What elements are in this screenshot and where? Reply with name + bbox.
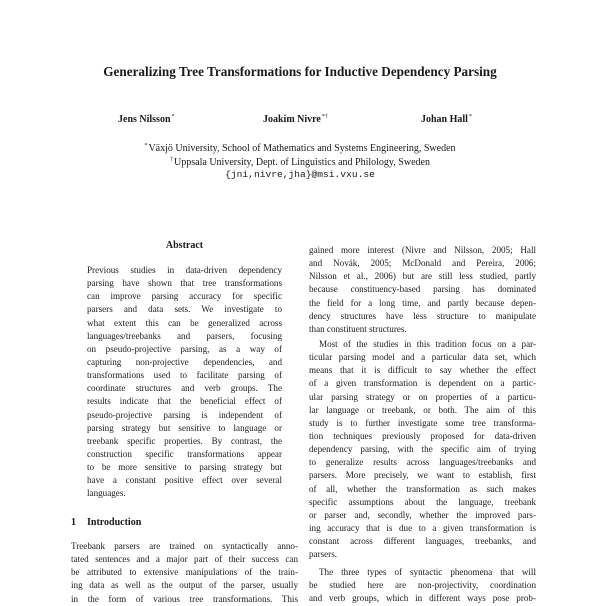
- abstract-line: languages.: [87, 488, 126, 499]
- section-heading-introduction: [71, 517, 141, 528]
- introduction-line: tated sentences and a major part of their success can: [71, 554, 298, 565]
- affiliation-2-text: Uppsala University, Dept. of Linguistics and Philology, Sweden: [174, 157, 430, 168]
- abstract-line: coordinate structures and verb groups. The: [87, 383, 282, 394]
- abstract-line: can improve parsing accuracy for specific: [87, 291, 282, 302]
- right-paragraph-2-line: ular parsing strategy or on properties of a particu-: [309, 391, 536, 402]
- right-paragraph-2-line: lar language or treebank, or both. The aim of this: [309, 404, 536, 415]
- right-paragraph-2-line: Most of the studies in this tradition focus on a par-: [319, 339, 536, 349]
- right-paragraph-1-line: gained more interest (Nivre and Nilsson, 2005; Hall: [309, 245, 536, 255]
- right-paragraph-2-line: tion techniques previously proposed for data-driven: [309, 430, 536, 441]
- paper-title: Generalizing Tree Transformations for Inductive Dependency Parsing: [103, 64, 497, 79]
- email-text: {jni,nivre,jha}@msi.vxu.se: [225, 169, 375, 180]
- right-paragraph-3-line: The three types of syntactic phenomena that will: [319, 567, 536, 577]
- abstract-line: parsers and data sets. We investigate to: [87, 304, 282, 315]
- abstract-line: what extent this can be generalized across: [87, 317, 282, 328]
- affiliation-1: [40, 140, 560, 155]
- right-paragraph-1-line: Nilsson et al., 2006) but are still less studied, partly: [309, 271, 536, 282]
- right-paragraph-1-line: than constituent structures.: [309, 323, 407, 334]
- right-paragraph-2-line: means that it is difficult to say whether the effect: [309, 365, 536, 376]
- right-paragraph-2-line: parsers.: [309, 549, 338, 560]
- right-paragraph-2-line: ticular parsing model and a particular data set, which: [309, 352, 536, 363]
- author-3: [421, 114, 472, 125]
- abstract-line: parsing strategy but sensitive to language or: [87, 422, 282, 433]
- introduction-line: be attributed to extensive manipulations of the train-: [71, 567, 298, 578]
- abstract-line: parsing have shown that tree transformations: [87, 278, 282, 289]
- right-paragraph-2-line: specific assumptions about the language, treebank: [309, 496, 536, 507]
- author-2-name: Joakim Nivre: [263, 114, 321, 125]
- abstract-line: on pseudo-projective parsing, as a way of: [87, 343, 282, 354]
- author-3-name: Johan Hall: [421, 114, 468, 125]
- author-1-mark: *: [171, 114, 175, 120]
- abstract-heading: Abstract: [165, 240, 204, 251]
- right-paragraph-1-line: and Novák, 2005; McDonald and Pereira, 2006;: [309, 258, 536, 269]
- abstract-line: capturing non-projective dependencies, and: [87, 356, 282, 367]
- introduction-line: ing data as well as the output of the parser, usually: [71, 580, 298, 591]
- section-title: Introduction: [87, 517, 142, 528]
- author-1: [118, 114, 175, 125]
- right-paragraph-3-line: be studied here are non-projectivity, coordination: [309, 580, 536, 591]
- abstract-line: construction specific transformations appear: [87, 448, 282, 459]
- right-paragraph-1-line: dency structures have less structure to manipulate: [309, 310, 536, 321]
- right-paragraph-2-line: parsers. More precisely, we want to establish, first: [309, 470, 536, 481]
- right-paragraph-1-line: the field for a long time, and partly because depen-: [309, 297, 536, 308]
- right-paragraph-3-line: and verb groups, which in different ways pose prob-: [309, 593, 536, 604]
- right-paragraph-2-line: study is to further investigate some tree transforma-: [309, 417, 536, 428]
- affiliation-1-mark: *: [144, 143, 148, 149]
- abstract-line: results indicate that the beneficial effect of: [87, 396, 282, 407]
- right-paragraph-2-line: to generalize results across languages/treebanks and: [309, 457, 536, 468]
- author-3-mark: *: [468, 114, 472, 120]
- affiliation-2: [40, 154, 560, 169]
- introduction-line: in the form of various tree transformations. This: [71, 593, 298, 604]
- right-paragraph-2-line: ing accuracy that is due to a given transformation is: [309, 522, 536, 533]
- abstract-line: to be more sensitive to parsing strategy but: [87, 462, 282, 473]
- right-paragraph-2-line: of a given transformation is dependent on a partic-: [309, 378, 536, 389]
- author-email: [40, 168, 560, 181]
- section-number: 1: [71, 517, 76, 528]
- abstract-line: languages/treebanks and parsers, focusing: [87, 330, 282, 341]
- right-paragraph-2-line: or parser and, secondly, whether the improved pars-: [309, 509, 536, 520]
- affiliation-2-mark: †: [170, 157, 174, 163]
- abstract-line: treebank specific properties. By contrast, the: [87, 435, 282, 446]
- right-paragraph-2-line: dependency parsing, with the specific aim of trying: [309, 444, 536, 455]
- abstract-line: transformations used to facilitate parsing of: [87, 370, 282, 381]
- right-column-paragraph-2: [309, 338, 536, 561]
- right-paragraph-1-line: because constituency-based parsing has dominated: [309, 284, 536, 295]
- abstract-line: have a constant positive effect over several: [87, 475, 282, 486]
- introduction-line: Treebank parsers are trained on syntactically anno-: [71, 541, 298, 551]
- right-paragraph-2-line: constant across different languages, treebanks, and: [309, 536, 536, 547]
- author-2-mark: *†: [321, 114, 328, 120]
- right-column-paragraph-1: [309, 244, 536, 336]
- abstract-line: pseudo-projective parsing is independent of: [87, 409, 282, 420]
- author-2: [263, 114, 328, 125]
- abstract-body: [87, 264, 282, 501]
- author-1-name: Jens Nilsson: [118, 114, 171, 125]
- affiliation-1-text: Växjö University, School of Mathematics and Systems Engineering, Sweden: [148, 143, 456, 154]
- right-paragraph-2-line: of all, whether the transformation as such makes: [309, 483, 536, 494]
- abstract-line: Previous studies in data-driven dependency: [87, 265, 282, 275]
- introduction-body: [71, 540, 298, 606]
